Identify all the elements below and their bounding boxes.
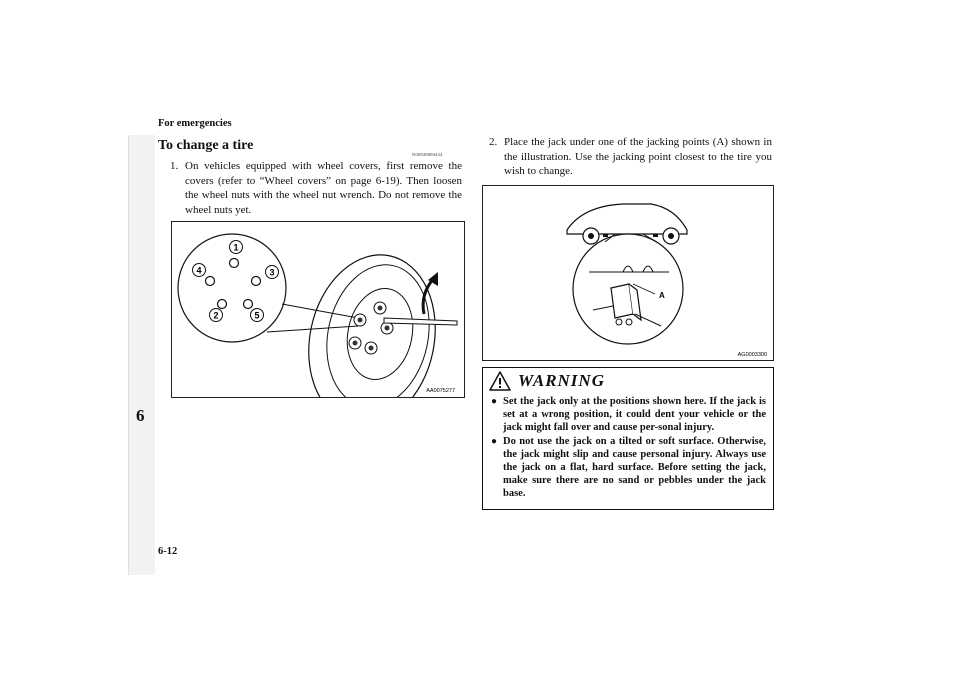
step-2: [489, 135, 772, 179]
warning-item-2-text: Do not use the jack on a tilted or soft surface. Otherwise, the jack might slip and cause personal injury. Always use the jack on a flat, hard surface. Before setting the jack, make sure there are no sand or pebbles under the jack base.: [503, 435, 766, 500]
warning-item-2: [491, 435, 766, 501]
running-header: For emergencies: [158, 118, 232, 129]
warning-item-1: [491, 395, 766, 435]
section-code: N00849800434: [412, 152, 443, 157]
warning-box: [482, 367, 774, 510]
nut-label-5: 5: [254, 310, 260, 321]
wheel-nut-figure: [171, 221, 465, 398]
step-1: [170, 159, 462, 217]
step-1-text: On vehicles equipped with wheel covers, first remove the covers (refer to “Wheel covers” on page 6-19). Then loosen the wheel nuts with the wheel nut wrench. Do not remove the wheel nuts yet.: [185, 160, 462, 216]
jack-figure-code: AG0003300: [737, 352, 767, 358]
jack-point-label: A: [659, 291, 665, 300]
chapter-number: 6: [136, 406, 145, 425]
warning-list: [491, 395, 766, 501]
chapter-tab: [128, 135, 155, 575]
step-1-number: 1.: [170, 160, 179, 172]
wheel-figure-code: AA0075277: [426, 388, 455, 394]
wheel-nut-illustration: [172, 222, 464, 397]
nut-label-4: 4: [196, 265, 202, 276]
section-title: To change a tire: [158, 138, 254, 153]
nut-label-3: 3: [269, 267, 275, 278]
bullet-icon: ●: [491, 435, 498, 447]
step-2-number: 2.: [489, 136, 498, 148]
warning-title: WARNING: [518, 371, 605, 390]
jacking-point-illustration: [483, 186, 773, 360]
jacking-point-figure: [482, 185, 774, 361]
warning-icon: [489, 371, 511, 396]
warning-item-1-text: Set the jack only at the positions shown here. If the jack is set at a wrong position, it could dent your vehicle or the jack might fall over and cause per-sonal injury.: [503, 396, 766, 434]
nut-label-2: 2: [213, 310, 219, 321]
step-2-text: Place the jack under one of the jacking points (A) shown in the illustration. Use the jacking point closest to the tire you wish to change.: [504, 136, 772, 178]
page-number: 6-12: [158, 546, 178, 557]
nut-label-1: 1: [233, 242, 239, 253]
bullet-icon: ●: [491, 396, 498, 407]
